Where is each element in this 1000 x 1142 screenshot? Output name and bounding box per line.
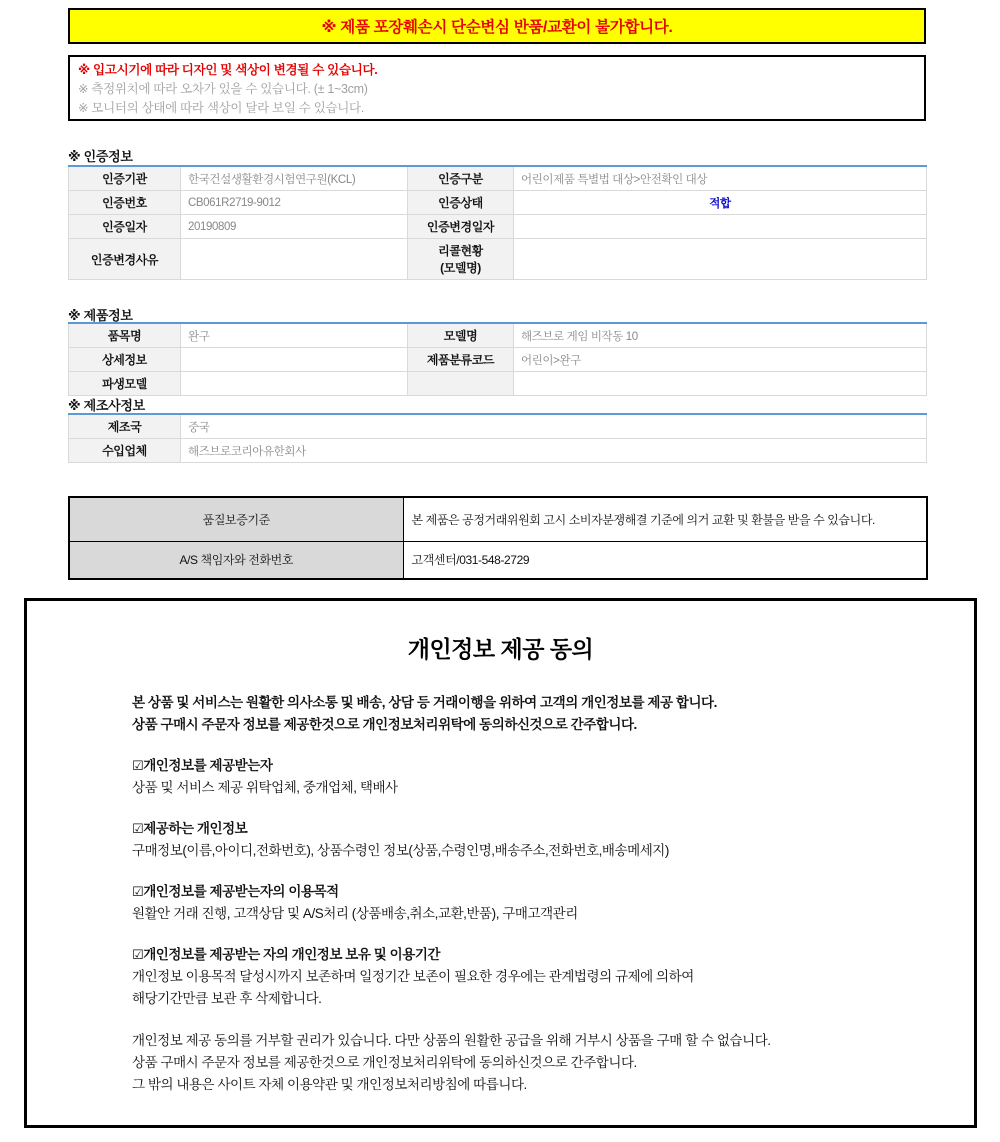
consent-section-retention-heading-text: 개인정보를 제공받는 자의 개인정보 보유 및 이용기간: [143, 947, 441, 962]
derived-model-label: 파생모델: [69, 372, 181, 396]
consent-section-provided-info-heading-text: 제공하는 개인정보: [143, 821, 248, 836]
consent-intro-line-2: 상품 구매시 주문자 정보를 제공한것으로 개인정보처리위탁에 동의하신것으로 간주합니다.: [132, 717, 637, 732]
checkbox-checked-icon: ☑: [132, 758, 144, 773]
manufacturer-section-heading: ※ 제조사정보: [68, 398, 145, 413]
notice-line-design-change: ※ 입고시기에 따라 디자인 및 색상이 변경될 수 있습니다.: [78, 63, 378, 77]
notice-line-monitor-color: ※ 모니터의 상태에 따라 색상이 달라 보일 수 있습니다.: [78, 101, 365, 115]
item-name-value: 완구: [181, 323, 408, 348]
cert-date-value: 20190809: [181, 215, 408, 239]
consent-footer-line-3: 그 밖의 내용은 사이트 자체 이용약관 및 개인정보처리방침에 따릅니다.: [132, 1077, 527, 1092]
recall-status-value: [514, 239, 927, 280]
table-row: [69, 348, 927, 372]
product-empty-value: [514, 372, 927, 396]
quality-warranty-standard-label: 품질보증기준: [69, 497, 403, 541]
cert-agency-value: 한국건설생활환경시험연구원(KCL): [181, 166, 408, 191]
quality-warranty-standard-value: 본 제품은 공정거래위원회 고시 소비자분쟁해결 기준에 의거 교환 및 환불을 받을 수 있습니다.: [403, 497, 927, 541]
consent-intro-line-1: 본 상품 및 서비스는 원활한 의사소통 및 배송, 상담 등 거래이행을 위하여 고객의 개인정보를 제공 합니다.: [132, 695, 717, 710]
consent-section-recipients-body: 상품 및 서비스 제공 위탁업체, 중개업체, 택배사: [132, 780, 398, 795]
privacy-consent-body: [27, 692, 974, 1096]
cert-change-reason-label: 인증변경사유: [69, 239, 181, 280]
table-row: [69, 497, 927, 541]
cert-change-date-label: 인증변경일자: [408, 215, 514, 239]
product-category-code-label: 제품분류코드: [408, 348, 514, 372]
consent-section-recipients-heading-text: 개인정보를 제공받는자: [143, 758, 273, 773]
checkbox-checked-icon: ☑: [132, 821, 144, 836]
consent-section-recipients-heading: [132, 755, 954, 777]
consent-section-retention-heading: [132, 944, 954, 966]
consent-section-purpose-body: 원활안 거래 진행, 고객상담 및 A/S처리 (상품배송,취소,교환,반품), 구매고객관리: [132, 906, 578, 921]
package-damage-warning-banner: [68, 8, 926, 44]
cert-type-value: 어린이제품 특별법 대상>안전확인 대상: [514, 166, 927, 191]
table-row: [69, 166, 927, 191]
product-category-code-value: 어린이>완구: [514, 348, 927, 372]
detail-info-label: 상세정보: [69, 348, 181, 372]
cert-change-reason-value: [181, 239, 408, 280]
notice-line-measurement-tolerance: ※ 측정위치에 따라 오차가 있을 수 있습니다. (± 1~3cm): [78, 82, 368, 96]
cert-agency-label: 인증기관: [69, 166, 181, 191]
package-damage-warning-text: ※ 제품 포장훼손시 단순변심 반품/교환이 불가합니다.: [321, 19, 673, 36]
consent-footer-paragraph: [132, 1030, 954, 1096]
consent-spacer: [132, 1010, 954, 1030]
consent-section-retention: [132, 944, 954, 1010]
cert-number-label: 인증번호: [69, 191, 181, 215]
cert-date-label: 인증일자: [69, 215, 181, 239]
table-row: [69, 323, 927, 348]
consent-section-retention-body-line-2: 해당기간만큼 보관 후 삭제합니다.: [132, 991, 322, 1006]
consent-section-retention-body-line-1: 개인정보 이용목적 달성시까지 보존하며 일정기간 보존이 필요한 경우에는 관계법령의 규제에 의하여: [132, 969, 694, 984]
cert-change-date-value: [514, 215, 927, 239]
importer-label: 수입업체: [69, 439, 181, 463]
manufacturer-info-table: [68, 413, 927, 463]
as-contact-label: A/S 책임자와 전화번호: [69, 541, 403, 579]
privacy-consent-box: [24, 598, 977, 1128]
derived-model-value: [181, 372, 408, 396]
consent-section-provided-info-body: 구매정보(이름,아이디,전화번호), 상품수령인 정보(상품,수령인명,배송주소,전화번호,배송메세지): [132, 843, 669, 858]
cert-status-value: 적합: [514, 191, 927, 215]
cert-type-label: 인증구분: [408, 166, 514, 191]
consent-section-provided-info-heading: [132, 818, 954, 840]
consent-intro-paragraph: [132, 692, 954, 736]
consent-section-purpose: [132, 881, 954, 925]
consent-footer-line-2: 상품 구매시 주문자 정보를 제공한것으로 개인정보처리위탁에 동의하신것으로 간주합니다.: [132, 1055, 637, 1070]
checkbox-checked-icon: ☑: [132, 947, 144, 962]
table-row: [69, 215, 927, 239]
table-row: [69, 372, 927, 396]
warranty-and-service-table: [68, 496, 928, 580]
recall-status-label-line2: (모델명): [440, 261, 481, 275]
consent-section-purpose-heading-text: 개인정보를 제공받는자의 이용목적: [143, 884, 339, 899]
consent-section-provided-info: [132, 818, 954, 862]
consent-footer-line-1: 개인정보 제공 동의를 거부할 권리가 있습니다. 다만 상품의 원활한 공급을 위해 거부시 상품을 구매 할 수 없습니다.: [132, 1033, 771, 1048]
cert-number-value: CB061R2719-9012: [181, 191, 408, 215]
recall-status-label-line1: 리콜현황: [438, 244, 483, 258]
product-info-table: [68, 322, 927, 396]
recall-status-label: [408, 239, 514, 280]
certification-info-table: [68, 165, 927, 280]
detail-info-value: [181, 348, 408, 372]
table-row: [69, 239, 927, 280]
consent-section-purpose-heading: [132, 881, 954, 903]
product-empty-label: [408, 372, 514, 396]
table-row: [69, 439, 927, 463]
product-notice-box: [68, 55, 926, 121]
manufacture-country-label: 제조국: [69, 414, 181, 439]
item-name-label: 품목명: [69, 323, 181, 348]
model-name-label: 모델명: [408, 323, 514, 348]
table-row: [69, 191, 927, 215]
certification-section-heading: ※ 인증정보: [68, 149, 133, 164]
checkbox-checked-icon: ☑: [132, 884, 144, 899]
as-contact-value: 고객센터/031-548-2729: [403, 541, 927, 579]
consent-section-recipients: [132, 755, 954, 799]
product-section-heading: ※ 제품정보: [68, 308, 133, 323]
table-row: [69, 414, 927, 439]
table-row: [69, 541, 927, 579]
privacy-consent-title: 개인정보 제공 동의: [407, 636, 594, 662]
importer-value: 해즈브로코리아유한회사: [181, 439, 927, 463]
manufacture-country-value: 중국: [181, 414, 927, 439]
model-name-value: 해즈브로 게임 비작동 10: [514, 323, 927, 348]
cert-status-label: 인증상태: [408, 191, 514, 215]
